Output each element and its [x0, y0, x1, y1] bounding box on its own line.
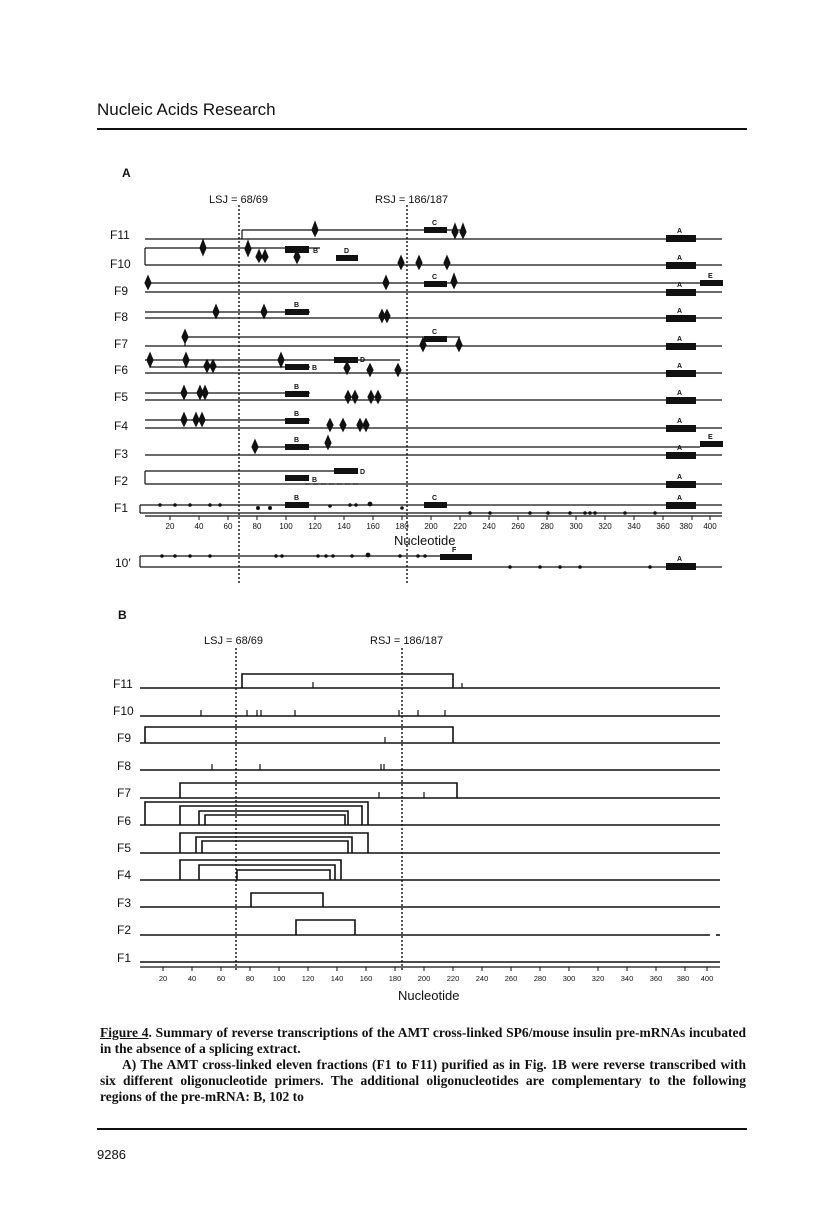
oligo-label: D [360, 357, 366, 364]
oligo-label: A [677, 363, 683, 370]
f8-stop [213, 305, 219, 318]
panel-b-row-label-f10: F10 [113, 704, 134, 718]
row10p-dot [648, 565, 652, 569]
f1-dot [528, 511, 532, 515]
row10p-dot [173, 554, 177, 558]
f2-oligo-d [334, 468, 358, 474]
f7-oligo-c [424, 336, 447, 342]
b-f9-bracket [145, 727, 453, 743]
f6-oligo-d [334, 357, 358, 363]
panel-a-label: A [122, 166, 131, 180]
row10p-dot [324, 554, 328, 558]
f11-stop [312, 222, 318, 236]
f5-stop [202, 386, 208, 399]
f1-dot [173, 503, 177, 507]
panel-a-tick-label: 80 [252, 522, 262, 531]
f10-stop [245, 241, 251, 256]
oligo-label: A [677, 228, 683, 235]
oligo-label: E [708, 273, 713, 280]
f1-dot [256, 506, 260, 510]
f11-stop [452, 224, 458, 238]
panel-b-row-label-f2: F2 [117, 923, 132, 937]
b-f7-bracket [180, 783, 457, 798]
f1-dot [188, 503, 192, 507]
oligo-label: F [452, 547, 457, 554]
f9-stop [145, 276, 151, 289]
panel-a-tick-label: 340 [627, 522, 641, 531]
panel-a-row-label-f7: F7 [114, 337, 129, 351]
f1-dot [588, 511, 592, 515]
f6-oligo-a [666, 370, 696, 377]
f10-oligo-d [336, 255, 358, 261]
f1-dot [348, 503, 352, 507]
f8-stop [384, 310, 390, 322]
panel-b-tick-label: 20 [158, 974, 168, 983]
row10p-oligo-f [440, 554, 472, 560]
f10-stop [200, 240, 206, 255]
panel-b-lsj-label: LSJ = 68/69 [204, 635, 264, 647]
f7-oligo-a [666, 343, 696, 350]
panel-b-axis-title: Nucleotide [398, 988, 460, 1003]
f10-stop [256, 250, 262, 262]
oligo-label: A [677, 445, 683, 452]
journal-title: Nucleic Acids Research [97, 100, 276, 119]
row10p-dot [538, 565, 542, 569]
f4-stop [357, 419, 363, 431]
panel-b-row-label-f11: F11 [113, 677, 133, 691]
f7-stop [182, 330, 188, 343]
b-f6-bracket [199, 811, 348, 825]
f6-stop [183, 353, 189, 367]
f1-dot [546, 511, 550, 515]
panel-a-tick-label: 100 [279, 522, 293, 531]
f6-oligo-b [285, 364, 309, 370]
oligo-label: B [294, 437, 300, 444]
f3-oligo-e [700, 441, 723, 447]
oligo-label: E [708, 434, 713, 441]
oligo-label: C [432, 495, 438, 502]
f10-stop [444, 256, 450, 269]
f5-stop [375, 391, 381, 403]
panel-b-tick-label: 300 [562, 974, 576, 983]
f2-oligo-b [285, 475, 309, 481]
f1-dot [268, 506, 272, 510]
panel-a-row-label-f6: F6 [114, 363, 129, 377]
row10p-dot [578, 565, 582, 569]
row10p-dot [366, 553, 371, 558]
panel-b-tick-label: 40 [187, 974, 197, 983]
oligo-label: A [677, 255, 683, 262]
panel-b-tick-label: 200 [417, 974, 431, 983]
panel-a-row-label-f11: F11 [110, 228, 130, 242]
panel-a-row-label-f4: F4 [114, 419, 129, 433]
panel-b-tick-label: 60 [216, 974, 226, 983]
panel-a-row-label-10prime: 10′ [115, 556, 131, 570]
oligo-label: A [677, 474, 683, 481]
panel-a-tick-label: 160 [366, 522, 380, 531]
panel-a-tick-label: 60 [223, 522, 233, 531]
panel-b-row-label-f1: F1 [117, 951, 132, 965]
f1-dot [568, 511, 572, 515]
b-f5-bracket [180, 833, 368, 853]
f11-stop [460, 224, 466, 238]
f4-stop [340, 419, 346, 431]
b-f4-bracket [237, 870, 330, 880]
panel-b-tick-label: 120 [301, 974, 315, 983]
panel-b-tick-label: 140 [330, 974, 344, 983]
panel-a-tick-label: 240 [482, 522, 496, 531]
oligo-label: B [294, 384, 300, 391]
oligo-label: A [677, 390, 683, 397]
f6-stop [367, 364, 373, 376]
panel-b-row-label-f5: F5 [117, 841, 132, 855]
figure-caption [100, 1025, 746, 1105]
panel-a-tick-label: 280 [540, 522, 554, 531]
panel-b-tick-label: 160 [359, 974, 373, 983]
row10p-dot [274, 554, 278, 558]
oligo-label: A [677, 418, 683, 425]
oligo-label: D [360, 469, 366, 476]
panel-a-tick-label: 320 [598, 522, 612, 531]
panel-b-tick-label: 340 [620, 974, 634, 983]
f5-stop [181, 386, 187, 399]
panel-b-row-label-f6: F6 [117, 814, 132, 828]
panel-a-tick-label: 140 [337, 522, 351, 531]
panel-a-tick-label: 380 [679, 522, 693, 531]
f6-stop [344, 362, 350, 374]
f5-stop [345, 391, 351, 403]
b-f5-bracket [196, 837, 352, 853]
row10p-dot [398, 554, 402, 558]
panel-a-row-label-f9: F9 [114, 284, 129, 298]
f4-stop [327, 419, 333, 431]
page-number: 9286 [97, 1147, 126, 1162]
f4-stop [199, 413, 205, 426]
f1-dot [218, 503, 222, 507]
f4-oligo-b [285, 418, 309, 424]
oligo-label: C [432, 329, 438, 336]
oligo-label: B [294, 495, 300, 502]
f9-stop [383, 276, 389, 289]
caption-figure-ref: Figure 4 [100, 1025, 149, 1040]
b-f3-bracket [251, 893, 323, 907]
f10-stop [262, 250, 268, 262]
f9-oligo-a [666, 289, 696, 296]
panel-b-rsj-label: RSJ = 186/187 [370, 635, 444, 647]
panel-b-row-label-f8: F8 [117, 759, 132, 773]
f5-stop [368, 391, 374, 403]
f4-oligo-a [666, 425, 696, 432]
f11-oligo-a [666, 235, 696, 242]
row10p-oligo-a [666, 563, 696, 570]
oligo-label: A [677, 336, 683, 343]
f10-stop [416, 256, 422, 269]
f7-stop [456, 338, 462, 351]
f8-oligo-a [666, 315, 696, 322]
f4-stop [363, 419, 369, 431]
panel-b-tick-label: 380 [676, 974, 690, 983]
f6-stop [210, 360, 216, 372]
panel-a-tick-label: 300 [569, 522, 583, 531]
panel-a-tick-label: 180 [395, 522, 409, 531]
f9-stop [451, 274, 457, 288]
f1-dot [488, 511, 492, 515]
panel-a-tick-label: 40 [194, 522, 204, 531]
panel-a-row-label-f5: F5 [114, 390, 129, 404]
f1-dot [208, 503, 212, 507]
row10p-dot [416, 554, 420, 558]
f1-dot [583, 511, 587, 515]
row10p-dot [558, 565, 562, 569]
f1-oligo-b [285, 502, 309, 508]
b-f2-bracket [296, 920, 355, 935]
panel-b-tick-label: 240 [475, 974, 489, 983]
oligo-label: D [344, 248, 350, 255]
panel-b-tick-label: 320 [591, 974, 605, 983]
row10p-dot [331, 554, 335, 558]
f8-oligo-b [285, 309, 309, 315]
f3-oligo-a [666, 452, 696, 459]
panel-b-tick-label: 280 [533, 974, 547, 983]
f3-oligo-b [285, 444, 309, 450]
b-f5-bracket [202, 841, 348, 853]
f4-stop [181, 413, 187, 426]
f10-oligo-a [666, 262, 696, 269]
oligo-label: B [312, 477, 318, 484]
panel-a-rsj-label: RSJ = 186/187 [375, 194, 449, 206]
oligo-label: B [313, 248, 319, 255]
row10p-dot [350, 554, 354, 558]
f1-dot [623, 511, 627, 515]
oligo-label: A [677, 495, 683, 502]
panel-b-row-label-f7: F7 [117, 786, 132, 800]
panel-b-tick-label: 360 [649, 974, 663, 983]
panel-a-axis-title: Nucleotide [394, 533, 456, 548]
f1-dot [593, 511, 597, 515]
f10-stop [398, 256, 404, 269]
f1-dot [400, 506, 404, 510]
panel-a-tick-label: 20 [165, 522, 175, 531]
oligo-label: B [312, 365, 318, 372]
oligo-label: B [294, 411, 300, 418]
f8-stop [261, 305, 267, 318]
f1-dot [468, 511, 472, 515]
f6-stop [204, 360, 210, 372]
b-f11-bracket [242, 674, 453, 688]
row10p-dot [160, 554, 164, 558]
b-f4-bracket [199, 865, 335, 880]
f1-oligo-a [666, 502, 696, 509]
oligo-label: A [677, 556, 683, 563]
b-f6-bracket [205, 815, 345, 825]
panel-a-lsj-label: LSJ = 68/69 [209, 194, 269, 206]
f1-dot [653, 511, 657, 515]
panel-a-row-label-f10: F10 [110, 257, 131, 271]
row10p-dot [188, 554, 192, 558]
f1-dot [158, 503, 162, 507]
f1-oligo-c [424, 502, 447, 508]
f1-dot [368, 502, 373, 507]
oligo-label: C [432, 220, 438, 227]
panel-b-row-label-f4: F4 [117, 868, 132, 882]
oligo-label: A [677, 282, 683, 289]
oligo-label: A [677, 308, 683, 315]
panel-b-row-label-f9: F9 [117, 731, 132, 745]
panel-a-tick-label: 400 [703, 522, 717, 531]
panel-a-tick-label: 260 [511, 522, 525, 531]
f6-stop [147, 353, 153, 367]
oligo-label: C [432, 274, 438, 281]
f5-stop [352, 391, 358, 403]
f2-oligo-a [666, 481, 696, 488]
f9-oligo-c [424, 281, 447, 287]
footer-rule [97, 1128, 747, 1130]
panel-a-tick-label: 220 [453, 522, 467, 531]
row10p-dot [208, 554, 212, 558]
panel-b-tick-label: 400 [700, 974, 714, 983]
f5-oligo-a [666, 397, 696, 404]
row10p-dot [423, 554, 427, 558]
panel-a-row-label-f8: F8 [114, 310, 129, 324]
panel-b-tick-label: 180 [388, 974, 402, 983]
f4-stop [193, 413, 199, 426]
f9-oligo-e [700, 280, 723, 286]
panel-a-row-label-f1: F1 [114, 501, 129, 515]
f6-stop [278, 353, 284, 367]
panel-a-row-label-f3: F3 [114, 447, 129, 461]
row10p-dot [280, 554, 284, 558]
panel-b-row-label-f3: F3 [117, 896, 132, 910]
f11-oligo-c [424, 227, 447, 233]
panel-b-tick-label: 100 [272, 974, 286, 983]
panel-b-label: B [118, 608, 127, 622]
panel-a-tick-label: 360 [656, 522, 670, 531]
f6-stop [395, 364, 401, 376]
f1-dot [328, 504, 332, 508]
panel-b-tick-label: 80 [245, 974, 255, 983]
panel-a-row-label-f2: F2 [114, 474, 129, 488]
panel-b-tick-label: 220 [446, 974, 460, 983]
panel-a-tick-label: 200 [424, 522, 438, 531]
panel-b-tick-label: 260 [504, 974, 518, 983]
oligo-label: B [294, 302, 300, 309]
caption-title-line [100, 1025, 746, 1057]
row10p-dot [316, 554, 320, 558]
f1-dot [354, 503, 358, 507]
caption-paragraph: A) The AMT cross-linked eleven fractions (F1 to F11) purified as in Fig. 1B were reverse transcribed with six different oligonucleotide primers. The additional oligonucleotides are complementary to the following regions of the pre-mRNA: B, 102 to [100, 1057, 746, 1104]
caption-title: . Summary of reverse transcriptions of the AMT cross-linked SP6/mouse insulin pre-mRNAs incubated in the absence of a splicing extract. [100, 1025, 746, 1056]
f5-oligo-b [285, 391, 309, 397]
row10p-dot [508, 565, 512, 569]
f3-stop [252, 440, 258, 453]
panel-a-tick-label: 120 [308, 522, 322, 531]
